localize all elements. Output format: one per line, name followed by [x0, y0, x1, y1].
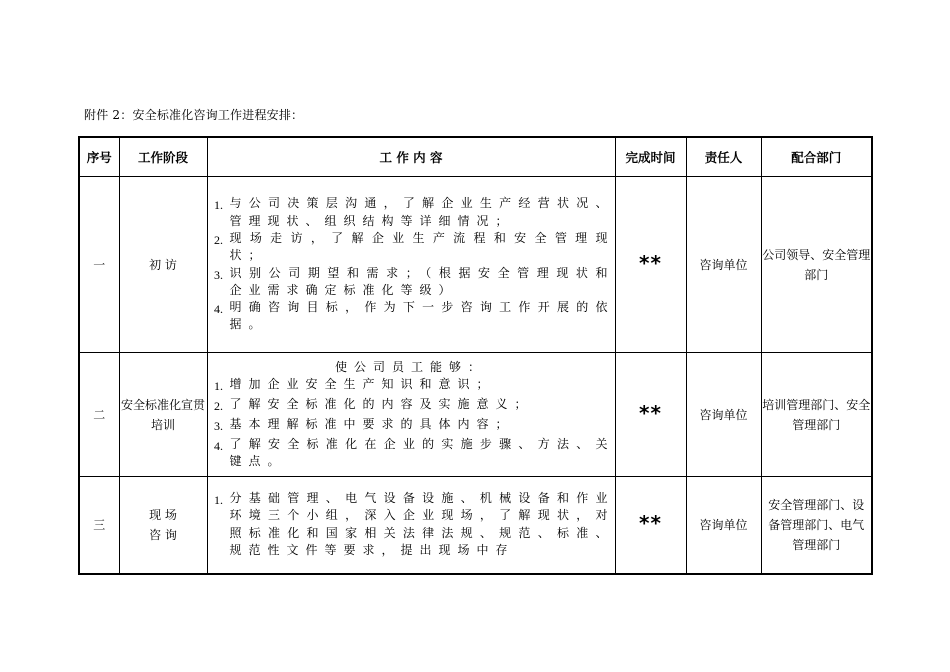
content-item	[208, 396, 615, 416]
row-owner: 咨询单位	[686, 353, 761, 477]
table-row	[79, 477, 872, 574]
row-seq: 一	[79, 177, 119, 353]
row-time	[615, 477, 686, 574]
row-partner: 公司领导、安全管理部门	[761, 177, 872, 353]
item-text: 了解安全标准化的内容及实施意义；	[229, 396, 534, 411]
item-text: 与公司决策层沟通，了解企业生产经营状况、管理现状、组织结构等详细情况；	[229, 196, 615, 228]
header-row	[79, 137, 872, 177]
header-partner: 配合部门	[761, 137, 872, 177]
row-partner: 安全管理部门、设备管理部门、电气管理部门	[761, 477, 872, 574]
time-placeholder: **	[639, 251, 662, 275]
row-stage: 安全标准化宣贯培训	[119, 353, 207, 477]
schedule-table	[78, 136, 873, 575]
item-number: 3.	[214, 267, 223, 282]
header-seq: 序号	[79, 137, 119, 177]
content-item	[208, 416, 615, 436]
item-number: 1.	[214, 378, 223, 393]
item-text: 了解安全标准化在企业的实施步骤、方法、关键点。	[229, 436, 615, 469]
item-number: 4.	[214, 438, 223, 453]
content-item	[208, 299, 615, 334]
row-owner: 咨询单位	[686, 177, 761, 353]
item-text: 增加企业安全生产知识和意识；	[229, 376, 496, 391]
header-owner: 责任人	[686, 137, 761, 177]
row-time	[615, 353, 686, 477]
row-seq: 二	[79, 353, 119, 477]
content-item	[208, 195, 615, 230]
table-row	[79, 353, 872, 477]
item-text: 识别公司期望和需求；（根据安全管理现状和企业需求确定标准化等级）	[229, 265, 615, 297]
row-content	[207, 177, 615, 353]
row-content	[207, 477, 615, 574]
time-placeholder: **	[639, 511, 662, 536]
header-stage: 工作阶段	[119, 137, 207, 177]
row-content	[207, 353, 615, 477]
row-stage: 现 场 咨 询	[119, 477, 207, 574]
content-item	[208, 265, 615, 300]
item-text: 现场走访，了解企业生产流程和安全管理现状；	[229, 230, 615, 263]
row-time	[615, 177, 686, 353]
item-text: 明确咨询目标，作为下一步咨询工作开展的依据。	[229, 300, 615, 332]
item-number: 4.	[214, 302, 223, 317]
item-text: 基本理解标准中要求的具体内容；	[229, 416, 515, 431]
content-item	[208, 230, 615, 265]
content-item	[208, 436, 615, 471]
header-content: 工 作 内 容	[207, 137, 615, 177]
item-number: 3.	[214, 418, 223, 433]
item-number: 2.	[214, 232, 223, 247]
item-number: 1.	[214, 493, 223, 508]
attachment-caption: 附件 2：安全标准化咨询工作进程安排：	[84, 108, 304, 122]
content-intro: 使公司员工能够：	[334, 359, 487, 374]
content-item	[208, 376, 615, 396]
time-placeholder: **	[639, 401, 662, 425]
row-stage: 初 访	[119, 177, 207, 353]
row-partner: 培训管理部门、安全管理部门	[761, 353, 872, 477]
row-seq: 三	[79, 477, 119, 574]
row-owner: 咨询单位	[686, 477, 761, 574]
table-row	[79, 177, 872, 353]
content-item	[208, 490, 615, 559]
item-text: 分基础管理、电气设备设施、机械设备和作业环境三个小组，深入企业现场，了解现状，对照标准化和国家相关法律法规、规范、标准、规范性文件等要求，提出现场中存	[229, 491, 615, 558]
item-number: 2.	[214, 398, 223, 413]
item-number: 1.	[214, 198, 223, 213]
header-time: 完成时间	[615, 137, 686, 177]
